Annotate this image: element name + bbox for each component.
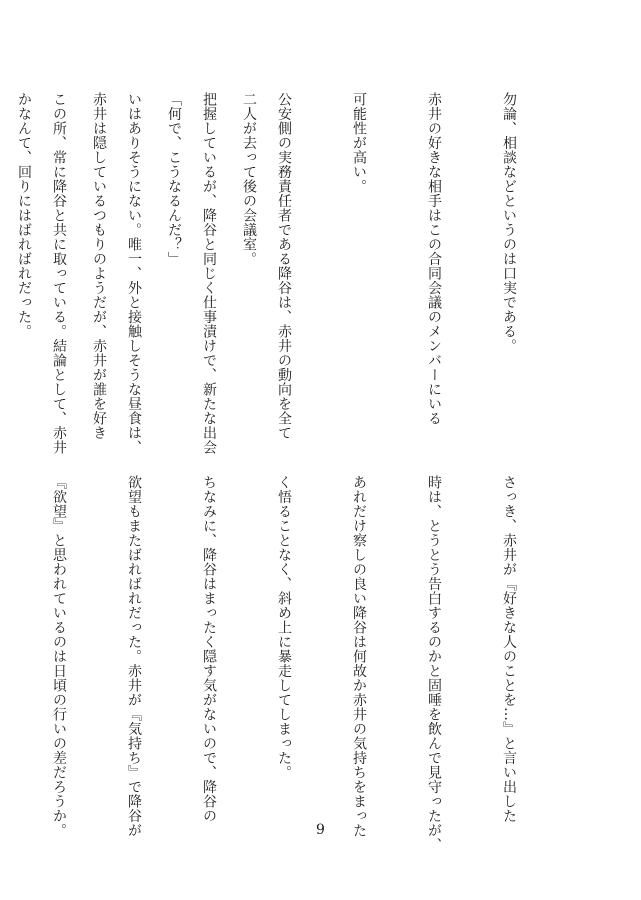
text-line: 『欲望』と思われているのは日頃の行いの差だろうか。 <box>51 475 67 838</box>
text-line: さっき、赤井が『好きな人のことを…』と言い出した <box>501 475 517 823</box>
text-line: かなんて、回りにはばればれだった。 <box>16 92 32 339</box>
text-line: 勿論、相談などというのは口実である。 <box>501 92 517 353</box>
text-line: 把握しているが、降谷と同じく仕事漬けで、新たな出会 <box>201 92 217 455</box>
text-line: 二人が去って後の会議室。 <box>241 92 257 266</box>
text-line: 欲望もまたばればれだった。赤井が『気持ち』で降谷が <box>126 475 142 838</box>
text-line: ちなみに、降谷はまったく隠す気がないので、降谷の <box>201 475 217 823</box>
text-line: 赤井の好きな相手はこの合同会議のメンバーにいる <box>426 92 442 426</box>
text-line: く悟ることなく、斜め上に暴走してしまった。 <box>276 475 292 780</box>
text-line: 「何で、こうなるんだ？」 <box>166 92 182 266</box>
text-line: あれだけ察しの良い降谷は何故か赤井の気持ちをまった <box>351 475 367 838</box>
text-block-lower-right <box>0 475 571 852</box>
text-line: 公安側の実務責任者である降谷は、赤井の動向を全て <box>276 92 292 440</box>
text-line: 時は、とうとう告白するのかと固唾を飲んで見守ったが、 <box>426 475 442 852</box>
text-line: この所、常に降谷と共に取っている。結論として、赤井 <box>51 92 67 455</box>
text-block-upper-left <box>0 92 311 455</box>
page-number: 9 <box>316 822 325 838</box>
text-line: 赤井は隠しているつもりのようだが、赤井が誰を好き <box>91 92 107 440</box>
text-line: 可能性が高い。 <box>351 92 367 194</box>
text-line: いはありそうにない。唯一、外と接触しそうな昼食は、 <box>126 92 142 455</box>
